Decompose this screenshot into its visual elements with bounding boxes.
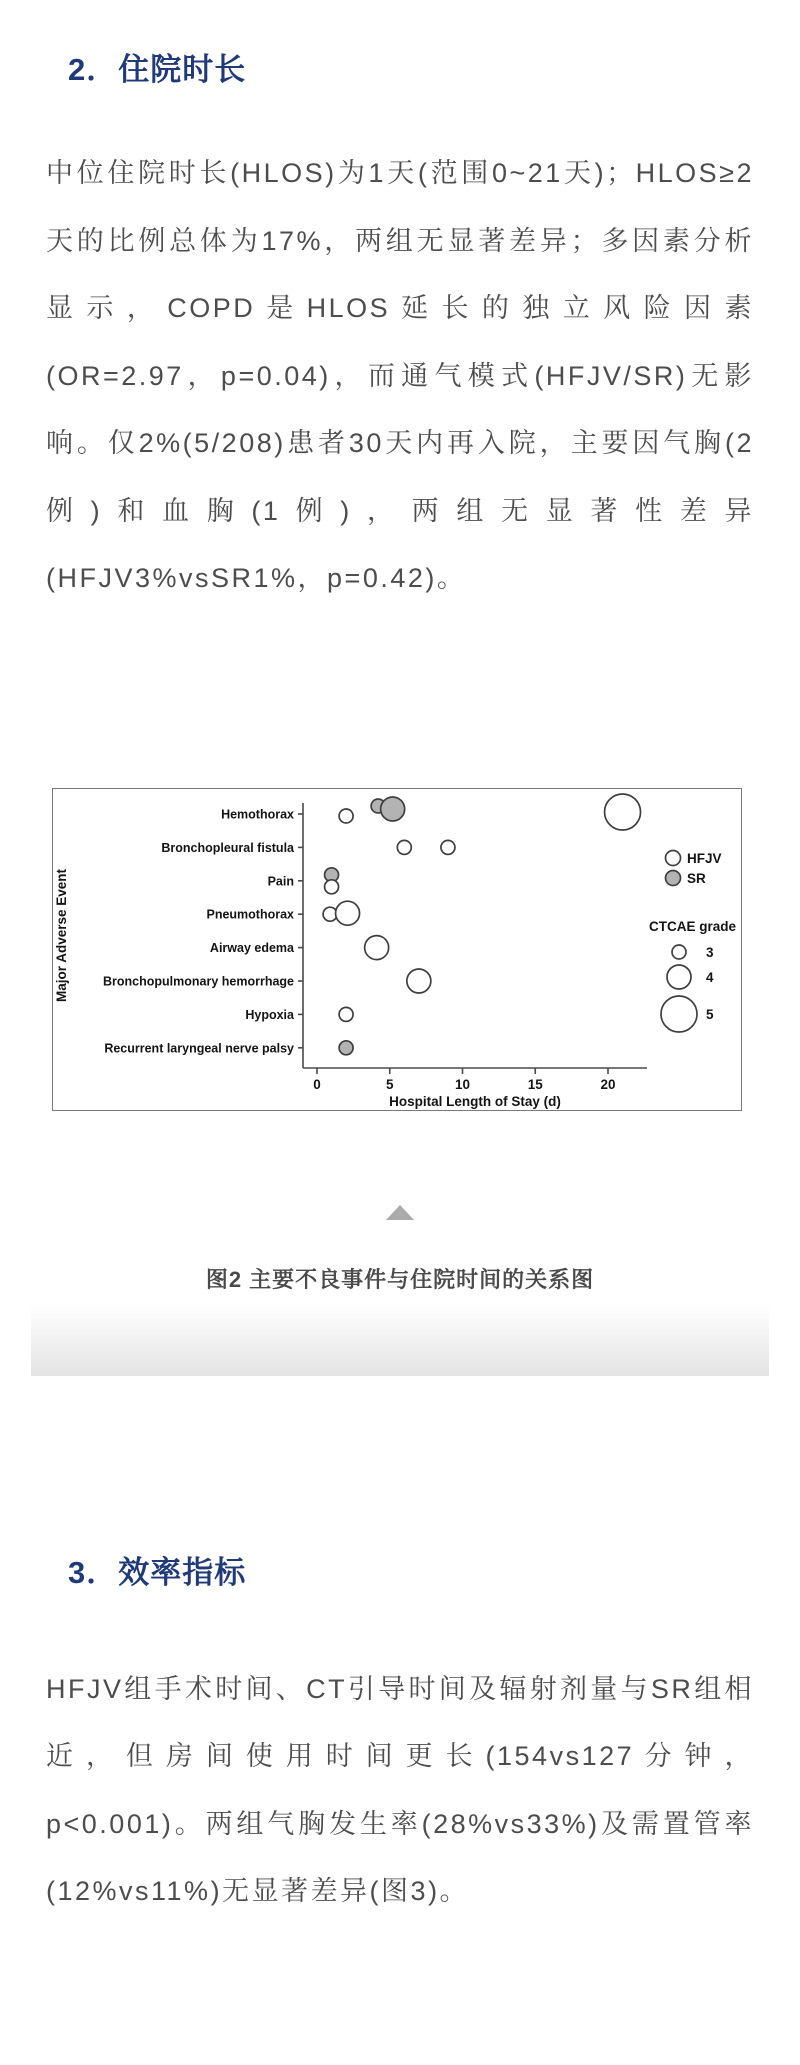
- legend-size-swatch: [667, 965, 691, 989]
- data-bubble: [605, 794, 641, 830]
- legend-size-swatch: [661, 996, 697, 1032]
- legend-group-label: SR: [687, 870, 706, 886]
- data-bubble: [397, 840, 411, 854]
- data-bubble: [381, 797, 405, 821]
- section-2-paragraph: 中位住院时长(HLOS)为1天(范围0~21天)；HLOS≥2天的比例总体为17%，两组无显著差异；多因素分析显示，COPD是HLOS延长的独立风险因素(OR=2.97，p=0.04)，而通气模式(HFJV/SR)无影响。仅2%(5/208)患者30天内再入院，主要因气胸(2例)和血胸(1例)，两组无显著性差异(HFJV3%vsSR1%，p=0.42)。: [46, 158, 754, 593]
- legend-group-label: HFJV: [687, 850, 722, 866]
- legend-group-swatch: [666, 850, 681, 865]
- x-tick-label: 0: [313, 1076, 321, 1092]
- category-label: Hypoxia: [245, 1007, 294, 1022]
- category-label: Bronchopleural fistula: [161, 840, 294, 855]
- section-3-paragraph: HFJV组手术时间、CT引导时间及辐射剂量与SR组相近，但房间使用时间更长(154vs127分钟，p<0.001)。两组气胸发生率(28%vs33%)及需置管率(12%vs11%)无显著差异(图3)。: [46, 1673, 754, 1906]
- category-label: Pain: [267, 873, 294, 888]
- section-2-heading: 2．住院时长: [68, 52, 247, 87]
- section-3-heading: 3．效率指标: [68, 1554, 247, 1590]
- legend-size-label: 4: [706, 969, 714, 985]
- legend-size-swatch: [672, 945, 686, 959]
- data-bubble: [407, 969, 431, 993]
- data-bubble: [325, 879, 339, 893]
- figure2-bubble-chart: [52, 788, 742, 1111]
- data-bubble: [339, 1040, 353, 1054]
- data-bubble: [365, 935, 389, 959]
- figure2-caption: 图2 主要不良事件与住院时间的关系图: [205, 1266, 595, 1292]
- category-label: Airway edema: [209, 940, 294, 955]
- category-label: Bronchopulmonary hemorrhage: [103, 974, 294, 988]
- legend-group-swatch: [666, 870, 681, 885]
- y-axis-label: Major Adverse Event: [54, 868, 69, 1002]
- category-label: Pneumothorax: [206, 907, 294, 922]
- collapse-arrow-icon[interactable]: [386, 1205, 414, 1220]
- card-bottom-gradient: [31, 1304, 769, 1376]
- category-label: Recurrent laryngeal nerve palsy: [104, 1040, 294, 1055]
- category-label: Hemothorax: [221, 807, 294, 821]
- data-bubble: [441, 840, 455, 854]
- x-tick-label: 15: [527, 1076, 543, 1092]
- data-bubble: [339, 1007, 353, 1021]
- data-bubble: [339, 809, 353, 823]
- bubble-chart-svg: [53, 789, 741, 1110]
- legend-size-label: 3: [706, 944, 714, 960]
- data-bubble: [336, 901, 360, 925]
- x-tick-label: 20: [600, 1076, 616, 1092]
- legend-size-title: CTCAE grade: [649, 918, 737, 934]
- x-axis-label: Hospital Length of Stay (d): [389, 1093, 561, 1109]
- x-tick-label: 5: [385, 1076, 394, 1092]
- x-tick-label: 10: [454, 1076, 471, 1092]
- legend-size-label: 5: [706, 1006, 714, 1022]
